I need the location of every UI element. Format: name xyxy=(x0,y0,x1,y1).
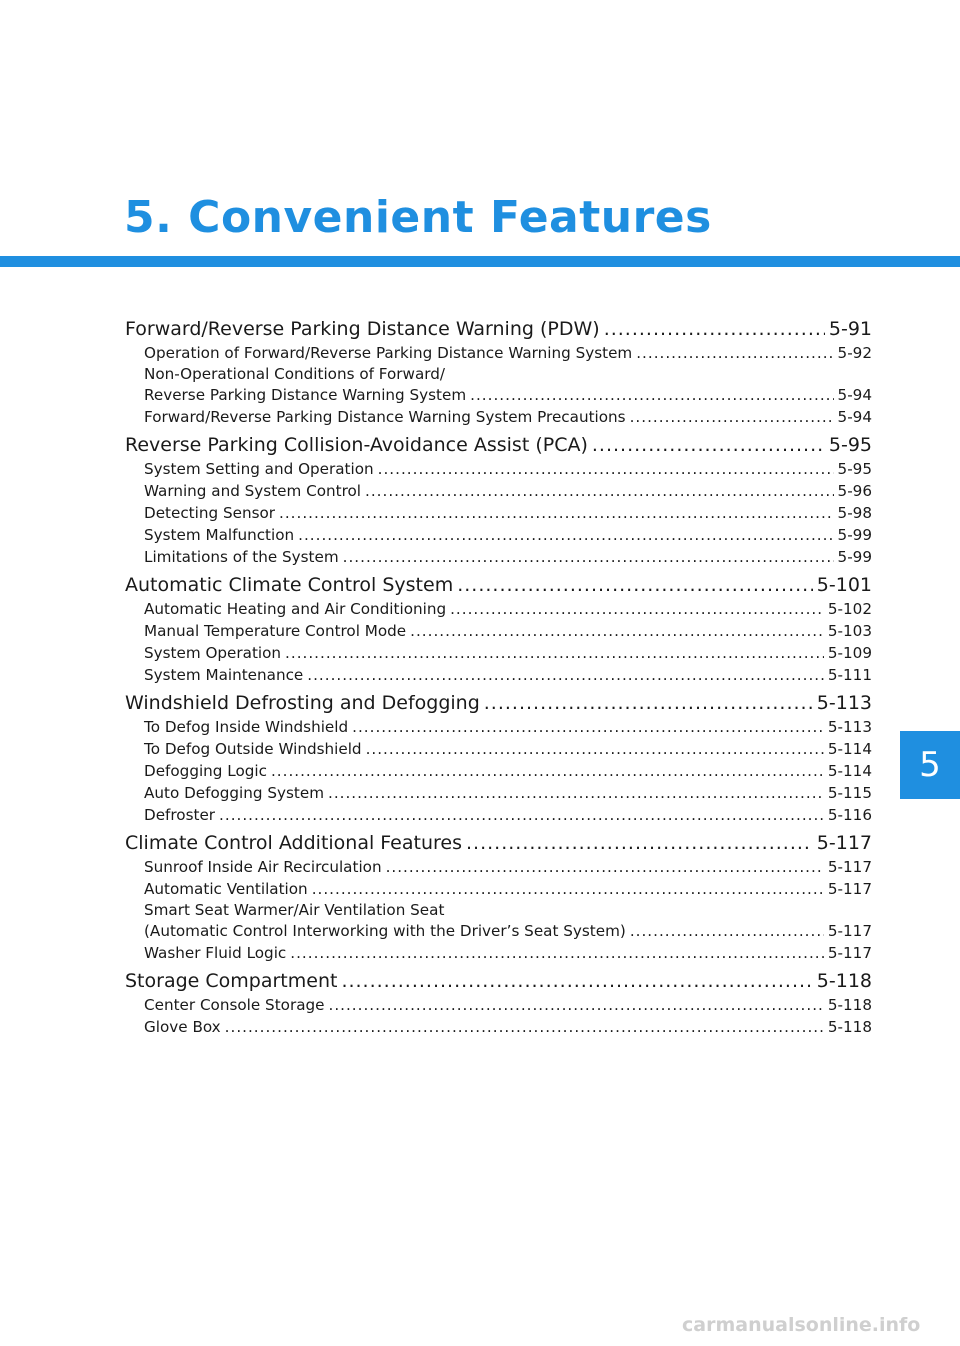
toc-entry-page: 5-114 xyxy=(827,762,872,780)
toc-entry[interactable] xyxy=(125,900,872,921)
toc-entry[interactable] xyxy=(125,524,872,546)
toc-entry-title: Limitations of the System xyxy=(144,548,339,566)
watermark: carmanualsonline.info xyxy=(682,1314,921,1336)
toc-leader-dots xyxy=(470,385,833,406)
toc-leader-dots xyxy=(341,968,812,994)
toc-entry-page: 5-94 xyxy=(837,386,872,404)
toc-entry-title: To Defog Inside Windshield xyxy=(144,718,349,736)
toc-section xyxy=(125,690,872,826)
toc-entry[interactable] xyxy=(125,1016,872,1038)
toc-section-title: Forward/Reverse Parking Distance Warning (PDW) xyxy=(125,318,600,340)
toc-leader-dots xyxy=(457,572,813,598)
toc-leader-dots xyxy=(307,664,824,686)
toc-section-page: 5-113 xyxy=(816,692,872,714)
toc-entry-title: Reverse Parking Distance Warning System xyxy=(144,386,467,404)
toc-leader-dots xyxy=(466,830,813,856)
toc-entry-title: Warning and System Control xyxy=(144,482,362,500)
toc-leader-dots xyxy=(271,760,824,782)
toc-entry-page: 5-95 xyxy=(837,460,872,478)
toc-leader-dots xyxy=(366,738,824,760)
toc-leader-dots xyxy=(329,994,824,1016)
toc-leader-dots xyxy=(328,782,824,804)
chapter-title-rule xyxy=(0,256,960,267)
toc-entry[interactable] xyxy=(125,760,872,782)
toc-entry-page: 5-116 xyxy=(827,806,872,824)
toc-entry-title: Sunroof Inside Air Recirculation xyxy=(144,858,382,876)
toc-section-page: 5-95 xyxy=(828,434,872,456)
toc-entry[interactable] xyxy=(125,620,872,642)
toc-leader-dots xyxy=(636,342,833,364)
toc-entry-title: System Setting and Operation xyxy=(144,460,374,478)
toc-leader-dots xyxy=(352,716,824,738)
toc-entry-title: Non-Operational Conditions of Forward/ xyxy=(144,365,445,383)
toc-section-title: Reverse Parking Collision-Avoidance Assist (PCA) xyxy=(125,434,588,456)
toc-section-page: 5-118 xyxy=(816,970,872,992)
toc-section xyxy=(125,968,872,1038)
toc-entry[interactable] xyxy=(125,406,872,428)
toc-leader-dots xyxy=(592,432,825,458)
toc-entry-page: 5-115 xyxy=(827,784,872,802)
toc-entry-title: System Maintenance xyxy=(144,666,304,684)
toc-section-page: 5-101 xyxy=(816,574,872,596)
toc-entry-title: Defroster xyxy=(144,806,216,824)
toc-entry-title: (Automatic Control Interworking with the Driver’s Seat System) xyxy=(144,922,626,940)
toc-leader-dots xyxy=(290,942,824,964)
toc-entry-page: 5-94 xyxy=(837,408,872,426)
toc-entry[interactable] xyxy=(125,782,872,804)
toc-section-title: Automatic Climate Control System xyxy=(125,574,454,596)
toc-entry[interactable] xyxy=(125,502,872,524)
table-of-contents xyxy=(125,316,872,1040)
toc-entry-title: Operation of Forward/Reverse Parking Distance Warning System xyxy=(144,344,633,362)
toc-entry-title: System Malfunction xyxy=(144,526,295,544)
toc-entry[interactable] xyxy=(125,664,872,686)
toc-section xyxy=(125,830,872,964)
toc-entry-page: 5-114 xyxy=(827,740,872,758)
toc-entry[interactable] xyxy=(125,804,872,826)
toc-section-title: Storage Compartment xyxy=(125,970,338,992)
toc-entry-title: Automatic Ventilation xyxy=(144,880,308,898)
toc-entry-title: System Operation xyxy=(144,644,282,662)
toc-entry-title: Smart Seat Warmer/Air Ventilation Seat xyxy=(144,901,445,919)
toc-entry[interactable] xyxy=(125,364,872,385)
toc-entry-page: 5-99 xyxy=(837,548,872,566)
chapter-title: 5. Convenient Features xyxy=(124,192,712,243)
toc-entry-title: To Defog Outside Windshield xyxy=(144,740,362,758)
toc-section xyxy=(125,432,872,568)
toc-entry-title: Automatic Heating and Air Conditioning xyxy=(144,600,447,618)
chapter-tab[interactable]: 5 xyxy=(900,731,960,799)
toc-entry-title: Glove Box xyxy=(144,1018,221,1036)
toc-entry-title: Center Console Storage xyxy=(144,996,325,1014)
toc-entry[interactable] xyxy=(125,942,872,964)
toc-entry[interactable] xyxy=(125,342,872,364)
toc-section-page: 5-117 xyxy=(816,832,872,854)
toc-entry-page: 5-117 xyxy=(827,922,872,940)
toc-entry-title: Detecting Sensor xyxy=(144,504,276,522)
toc-leader-dots xyxy=(279,502,834,524)
toc-section-title: Climate Control Additional Features xyxy=(125,832,462,854)
toc-entry[interactable] xyxy=(125,598,872,620)
toc-entry-page: 5-99 xyxy=(837,526,872,544)
toc-entry-title: Manual Temperature Control Mode xyxy=(144,622,407,640)
toc-section-heading[interactable] xyxy=(125,432,872,458)
toc-leader-dots xyxy=(343,546,834,568)
toc-leader-dots xyxy=(219,804,824,826)
toc-entry-page: 5-102 xyxy=(827,600,872,618)
toc-leader-dots xyxy=(225,1016,824,1038)
toc-entry-page: 5-117 xyxy=(827,880,872,898)
toc-entry[interactable] xyxy=(125,921,872,942)
toc-leader-dots xyxy=(298,524,833,546)
toc-entry-page: 5-118 xyxy=(827,996,872,1014)
toc-entry-page: 5-118 xyxy=(827,1018,872,1036)
toc-leader-dots xyxy=(312,878,824,900)
toc-entry[interactable] xyxy=(125,738,872,760)
toc-entry-title: Defogging Logic xyxy=(144,762,267,780)
toc-leader-dots xyxy=(484,690,813,716)
toc-entry-page: 5-111 xyxy=(827,666,872,684)
toc-entry-title: Washer Fluid Logic xyxy=(144,944,287,962)
toc-section-page: 5-91 xyxy=(828,318,872,340)
toc-section-heading[interactable] xyxy=(125,690,872,716)
toc-entry-page: 5-98 xyxy=(837,504,872,522)
toc-section-heading[interactable] xyxy=(125,572,872,598)
toc-leader-dots xyxy=(450,598,824,620)
toc-entry[interactable] xyxy=(125,458,872,480)
toc-entry-page: 5-109 xyxy=(827,644,872,662)
toc-leader-dots xyxy=(365,480,834,502)
toc-entry-page: 5-117 xyxy=(827,944,872,962)
toc-leader-dots xyxy=(630,406,834,428)
toc-leader-dots xyxy=(604,316,825,342)
toc-leader-dots xyxy=(285,642,824,664)
toc-entry[interactable] xyxy=(125,878,872,900)
toc-leader-dots xyxy=(386,856,824,878)
toc-section-heading[interactable] xyxy=(125,316,872,342)
toc-entry[interactable] xyxy=(125,716,872,738)
toc-entry[interactable] xyxy=(125,385,872,406)
toc-entry-page: 5-103 xyxy=(827,622,872,640)
toc-entry-page: 5-113 xyxy=(827,718,872,736)
toc-entry-page: 5-96 xyxy=(837,482,872,500)
toc-section-heading[interactable] xyxy=(125,968,872,994)
toc-entry[interactable] xyxy=(125,546,872,568)
toc-leader-dots xyxy=(378,458,834,480)
toc-entry-title: Auto Defogging System xyxy=(144,784,324,802)
toc-entry[interactable] xyxy=(125,480,872,502)
toc-section xyxy=(125,316,872,428)
toc-section-heading[interactable] xyxy=(125,830,872,856)
toc-section xyxy=(125,572,872,686)
toc-entry-title: Forward/Reverse Parking Distance Warning System Precautions xyxy=(144,408,626,426)
toc-entry-page: 5-117 xyxy=(827,858,872,876)
toc-entry-page: 5-92 xyxy=(837,344,872,362)
toc-entry[interactable] xyxy=(125,994,872,1016)
toc-leader-dots xyxy=(630,921,824,942)
toc-entry[interactable] xyxy=(125,642,872,664)
toc-leader-dots xyxy=(410,620,824,642)
toc-section-title: Windshield Defrosting and Defogging xyxy=(125,692,480,714)
toc-entry[interactable] xyxy=(125,856,872,878)
